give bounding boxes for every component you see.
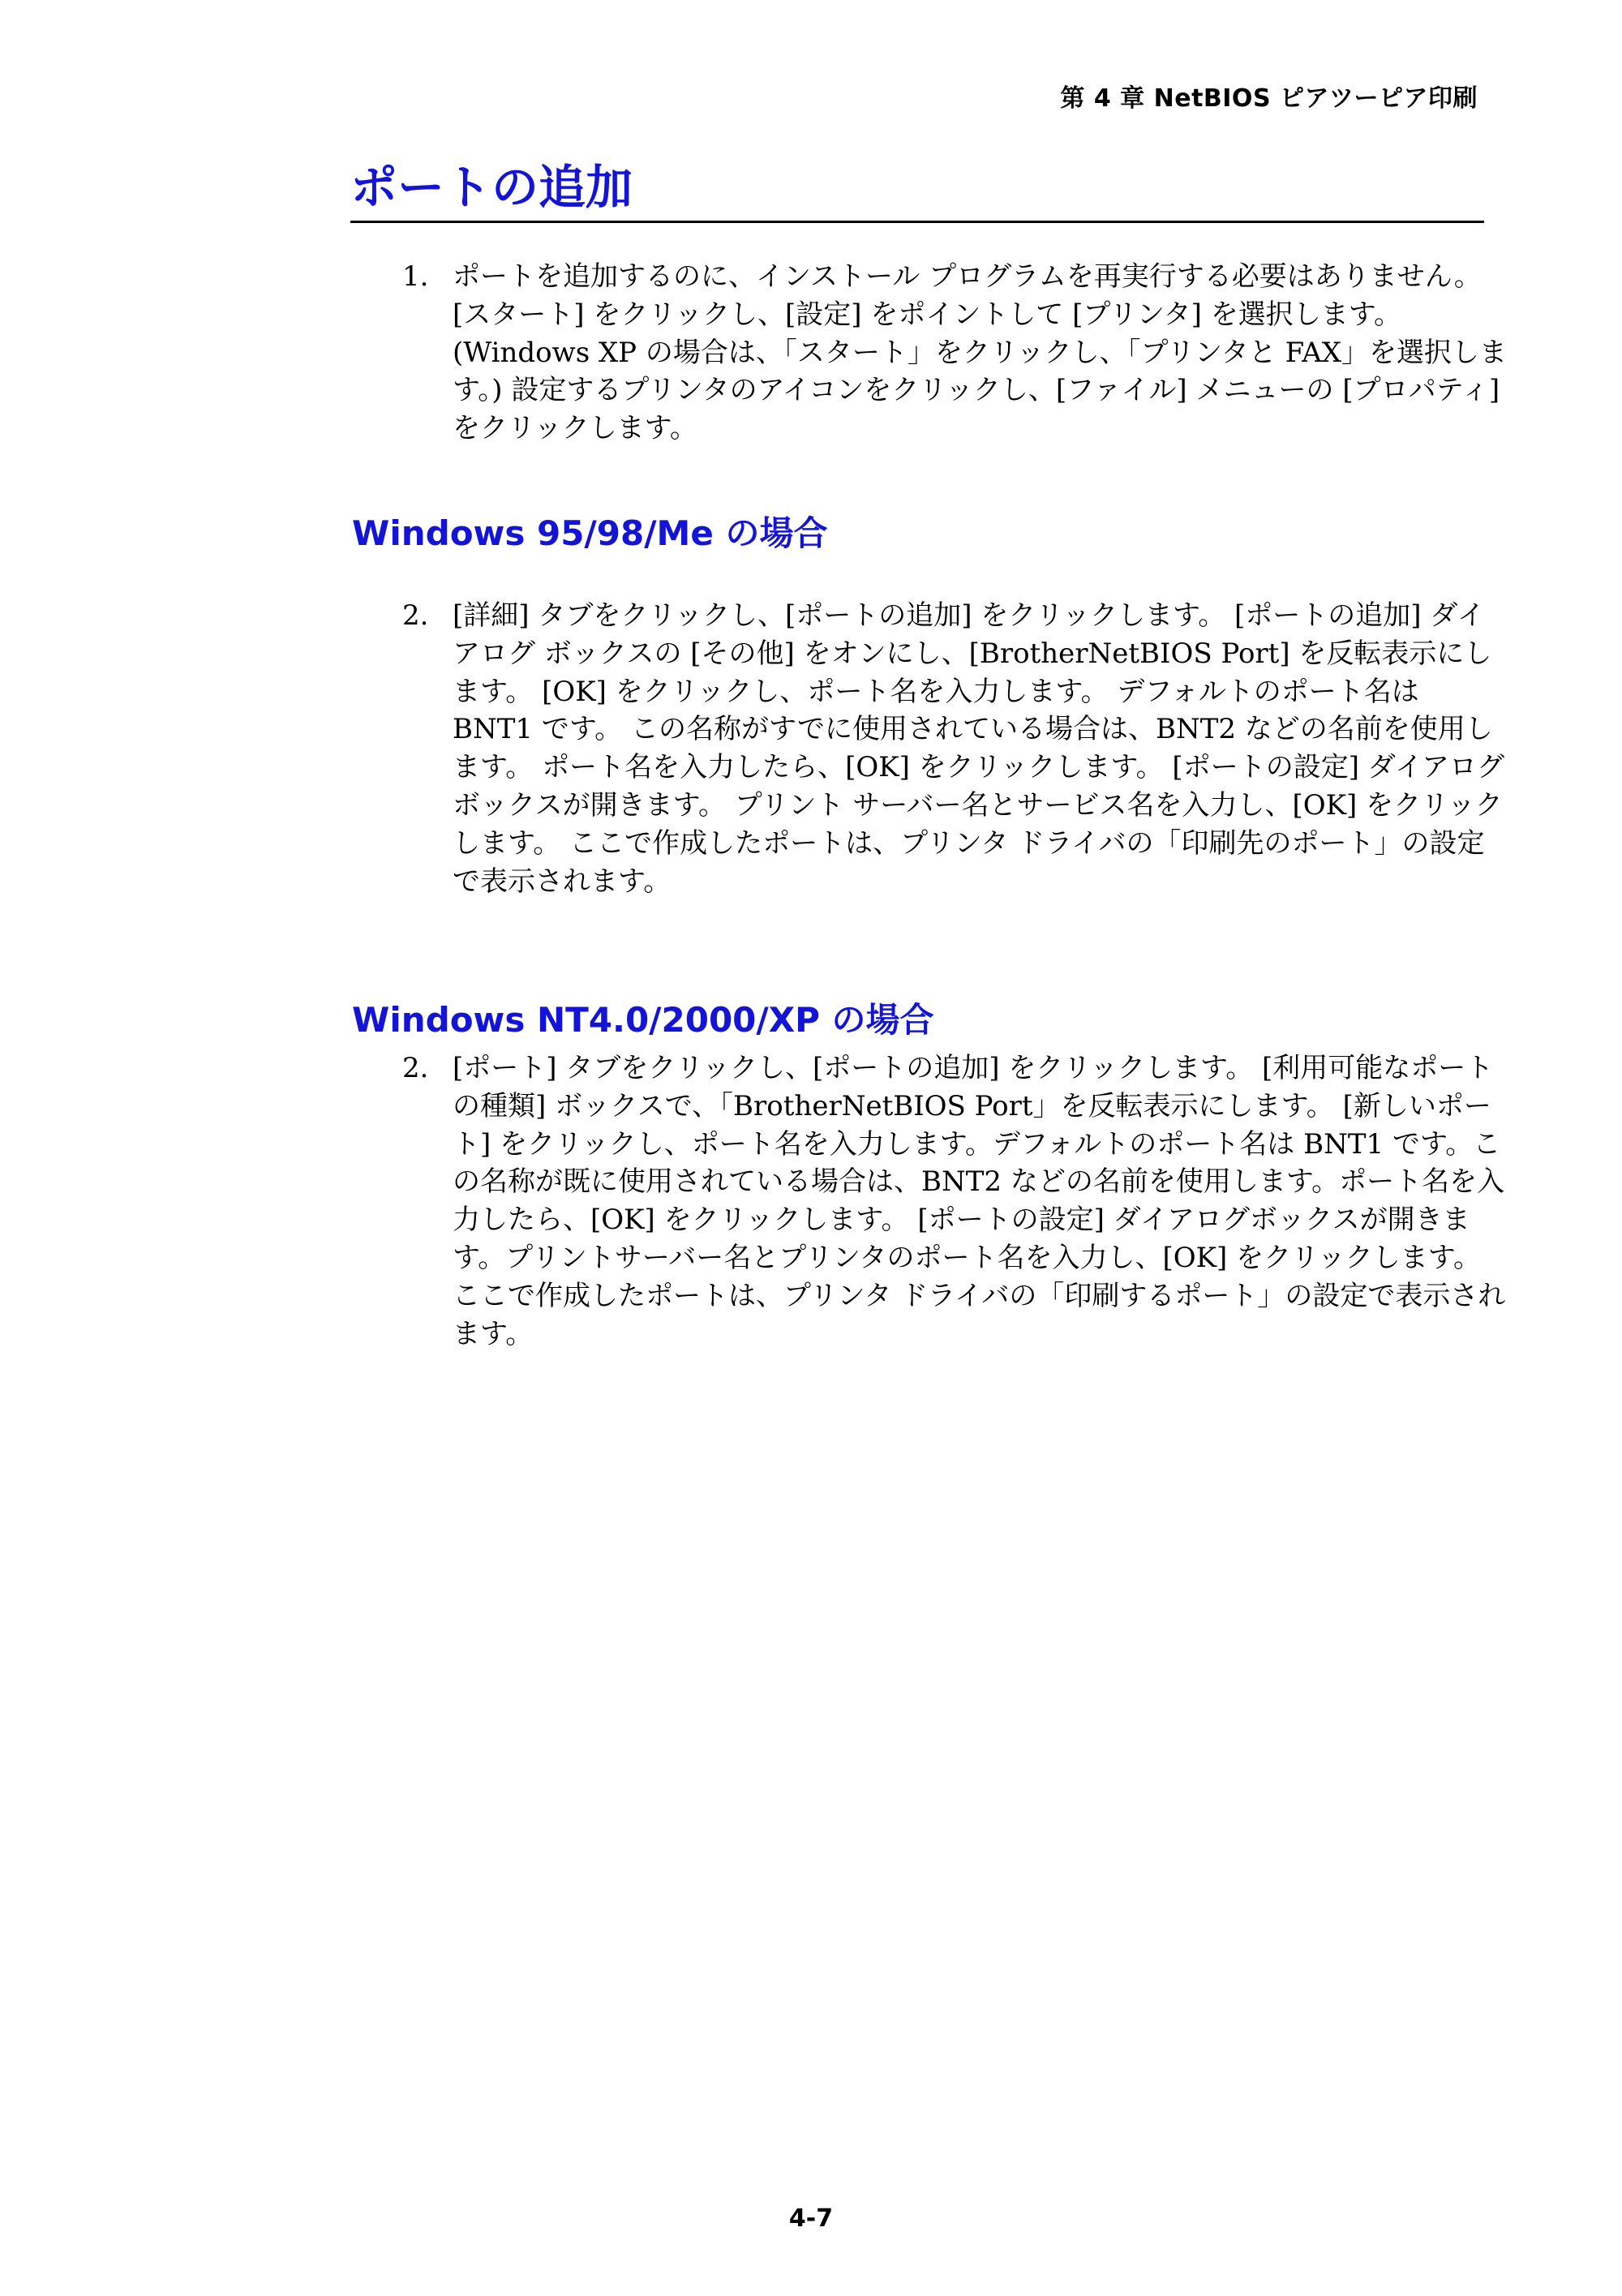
step-text: [詳細] タブをクリックし、[ポートの追加] をクリックします。 [ポートの追加] ダイアログ ボックスの [その他] をオンにし、[BrotherNetBIOS Port] を反転表示にします。 [OK] をクリックし、ポート名を入力します。 デフォルトのポート名は BNT1 です。 この名称がすでに使用されている場合は、BNT2 などの名前を使用します。 ポート名を入力したら、[OK] をクリックします。 [ポートの設定] ダイアログ ボックスが開きます。 プリント サーバー名とサービス名を入力し、[OK] をクリックします。 ここで作成したポートは、プリンタ ドライバの「印刷先のポート」の設定で表示されます。 (453, 599, 1505, 898)
step-2-windows-9x (402, 597, 1513, 900)
page-number: 4-7 (788, 2204, 834, 2233)
step-2-windows-nt (402, 1049, 1513, 1353)
step-text: ポートを追加するのに、インストール プログラムを再実行する必要はありません。 [スタート] をクリックし、[設定] をポイントして [プリンタ] を選択します。(Windows XP の場合は、「スタート」をクリックし、「プリンタと FAX」を選択します。) 設定するプリンタのアイコンをクリックし、[ファイル] メニューの [プロパティ] をクリックします。 (453, 260, 1507, 445)
step-text: [ポート] タブをクリックし、[ポートの追加] をクリックします。 [利用可能なポートの種類] ボックスで、「BrotherNetBIOS Port」を反転表示にします。 [新しいポート] をクリックし、ポート名を入力します。デフォルトのポート名は BNT1 です。この名称が既に使用されている場合は、BNT2 などの名前を使用します。ポート名を入力したら、[OK] をクリックします。 [ポートの設定] ダイアログボックスが開きます。プリントサーバー名とプリンタのポート名を入力し、[OK] をクリックします。ここで作成したポートは、プリンタ ドライバの「印刷するポート」の設定で表示されます。 (453, 1052, 1506, 1350)
step-number: 2. (402, 1052, 429, 1084)
step-number: 2. (402, 599, 429, 632)
step-number: 1. (402, 260, 429, 293)
page-title: ポートの追加 (350, 154, 1484, 223)
section-heading-windows-nt: Windows NT4.0/2000/XP の場合 (352, 1000, 934, 1040)
step-1 (402, 258, 1513, 448)
section-heading-windows-9x: Windows 95/98/Me の場合 (352, 513, 828, 553)
running-header: 第 4 章 NetBIOS ピアツーピア印刷 (1060, 84, 1478, 113)
